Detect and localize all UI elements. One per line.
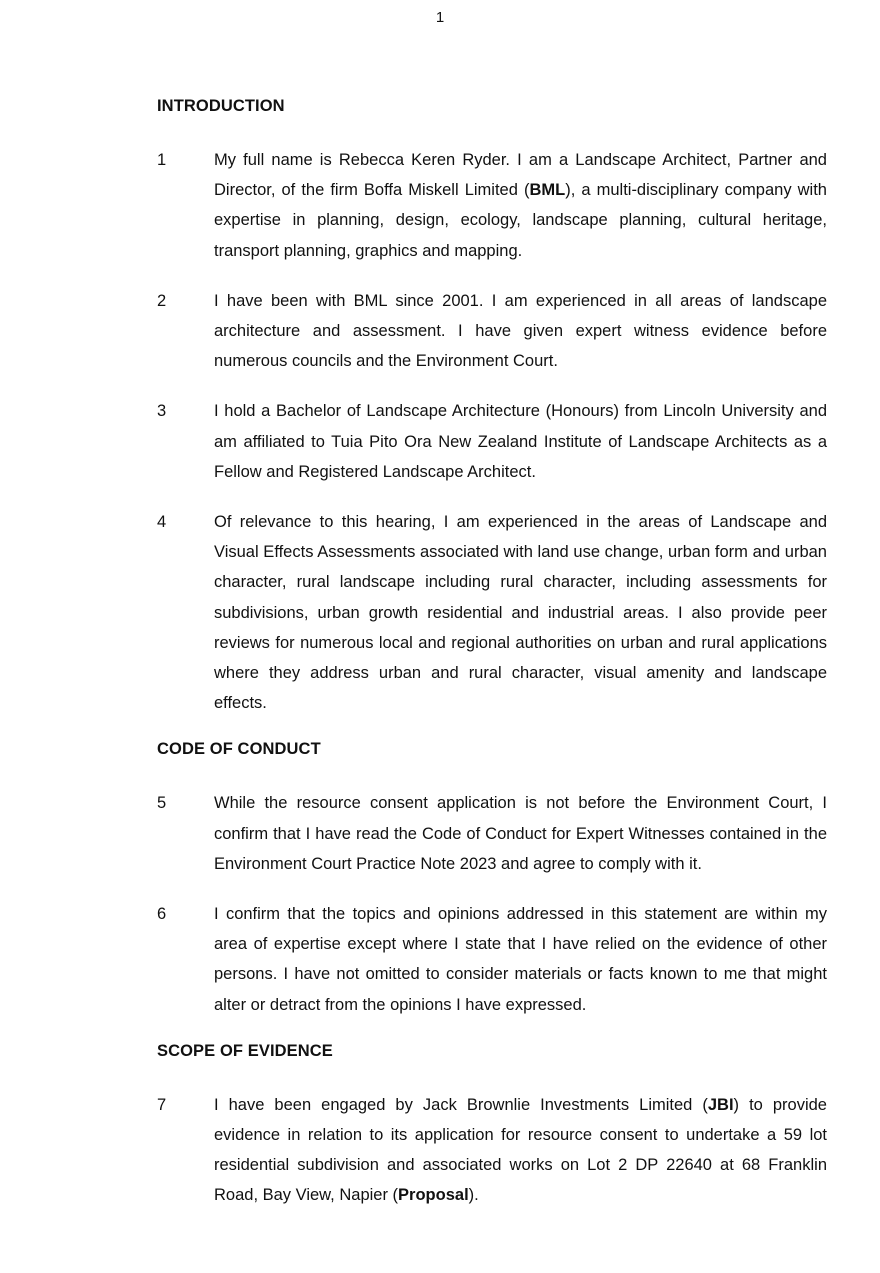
paragraph-2 — [157, 286, 827, 377]
text-run: My full name is Rebecca Keren Ryder. I am a Landscape Architect, Partner and Director, of the firm Boffa Miskell Limited ( — [214, 151, 827, 200]
paragraph-3 — [157, 396, 827, 487]
paragraph-number: 4 — [157, 513, 167, 532]
page-number: 1 — [435, 9, 445, 26]
paragraph-text — [214, 145, 827, 266]
paragraph-number: 7 — [157, 1095, 167, 1114]
paragraph-number: 1 — [157, 151, 167, 169]
section-heading-code-of-conduct: CODE OF CONDUCT — [157, 740, 321, 759]
paragraph-number: 2 — [157, 291, 167, 310]
paragraph-text: I have been with BML since 2001. I am experienced in all areas of landscape architecture and assessment. I have given expert witness evidence before numerous councils and the Environment Court. — [214, 291, 827, 371]
paragraph-6 — [157, 899, 827, 1020]
defined-term-jbi: JBI — [707, 1095, 734, 1114]
document-body — [157, 95, 827, 1231]
paragraph-number: 5 — [157, 794, 167, 813]
paragraph-7 — [157, 1090, 827, 1211]
text-run: I have been engaged by Jack Brownlie Investments Limited ( — [214, 1095, 708, 1114]
section-heading-introduction: INTRODUCTION — [157, 97, 285, 115]
defined-term-proposal: Proposal — [398, 1186, 469, 1205]
paragraph-number: 3 — [157, 402, 167, 421]
defined-term-bml: BML — [529, 181, 566, 200]
text-run: ), a multi-disciplinary company with expertise in planning, design, ecology, landscape planning, cultural heritage, transport planning, graphics and mapping. — [214, 181, 827, 260]
paragraph-1 — [157, 145, 827, 266]
paragraph-5 — [157, 788, 827, 879]
paragraph-text — [214, 1090, 827, 1211]
text-run: ). — [468, 1186, 479, 1205]
paragraph-number: 6 — [157, 905, 167, 924]
paragraph-text: I hold a Bachelor of Landscape Architecture (Honours) from Lincoln University and am affiliated to Tuia Pito Ora New Zealand Institute of Landscape Architects as a Fellow and Registered Landscape Architect. — [214, 402, 827, 481]
paragraph-text: While the resource consent application is not before the Environment Court, I confirm that I have read the Code of Conduct for Expert Witnesses contained in the Environment Court Practice Note 2023 and agree to comply with it. — [214, 794, 827, 873]
paragraph-text: I confirm that the topics and opinions addressed in this statement are within my area of expertise except where I state that I have relied on the evidence of other persons. I have not omitted to consider materials or facts known to me that might alter or detract from the opinions I have expressed. — [214, 905, 827, 1014]
paragraph-text: Of relevance to this hearing, I am experienced in the areas of Landscape and Visual Effects Assessments associated with land use change, urban form and urban character, rural landscape including rural character, including assessments for subdivisions, urban growth residential and industrial areas. I also provide peer reviews for numerous local and regional authorities on urban and rural applications where they address urban and rural character, visual amenity and landscape effects. — [214, 513, 827, 713]
paragraph-4 — [157, 507, 827, 718]
section-heading-scope-of-evidence: SCOPE OF EVIDENCE — [157, 1041, 333, 1060]
text-run: ) to provide evidence in relation to its application for resource consent to undertake a 59 lot residential subdivision and associated works on Lot 2 DP 22640 at 68 Franklin Road, Bay View, Napier ( — [214, 1095, 827, 1205]
